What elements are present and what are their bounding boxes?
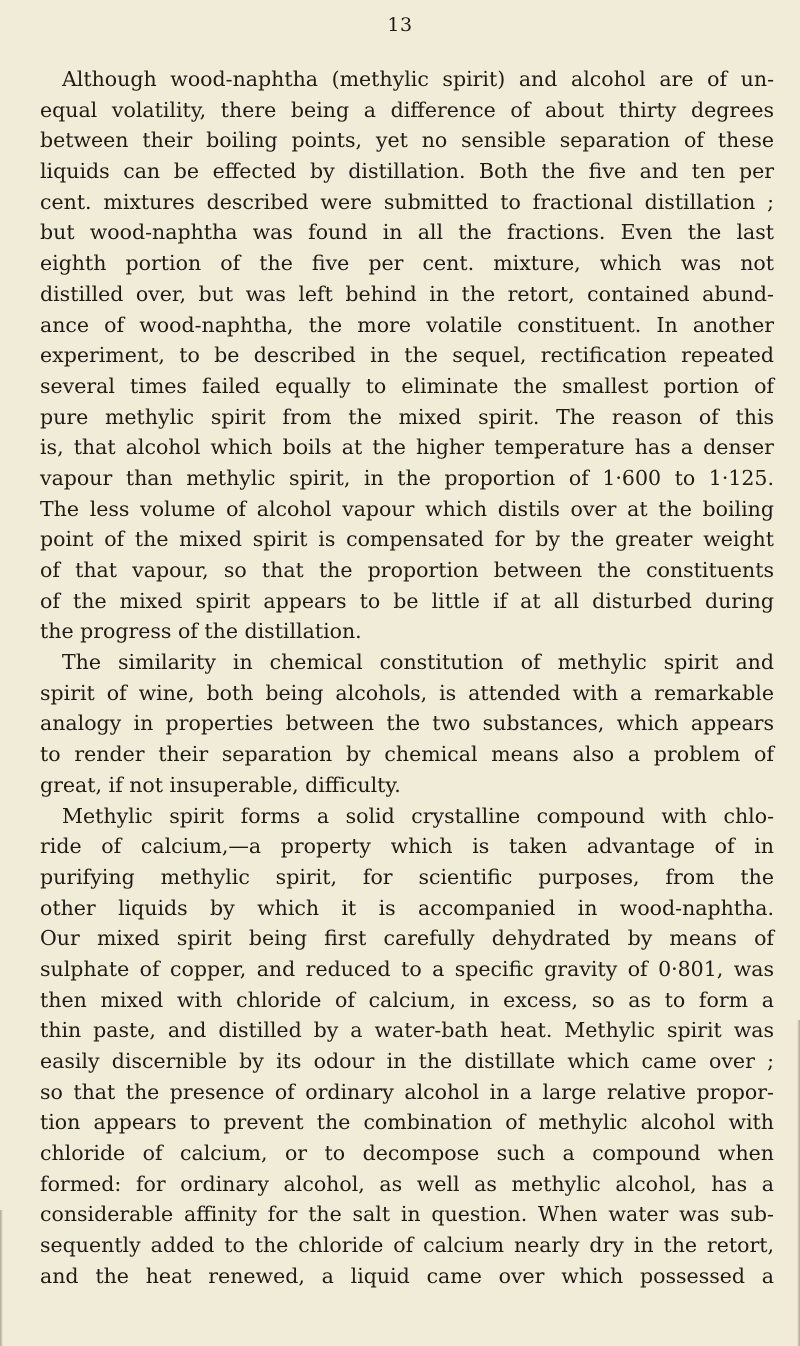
text-line: great, if not insuperable, difficulty. <box>40 772 401 797</box>
text-line: Methylic spirit forms a solid crystalline compound with chlo- <box>62 803 774 828</box>
text-line: The less volume of alcohol vapour which distils over at the boiling <box>40 496 774 521</box>
text-line: pure methylic spirit from the mixed spirit. The reason of this <box>40 404 774 429</box>
text-line: purifying methylic spirit, for scientific purposes, from the <box>40 864 774 889</box>
text-line: so that the presence of ordinary alcohol in a large relative propor- <box>40 1079 774 1104</box>
page-number: 13 <box>387 14 413 36</box>
text-line: sulphate of copper, and reduced to a specific gravity of 0·801, was <box>40 956 774 981</box>
text-line: ance of wood-naphtha, the more volatile constituent. In another <box>40 312 774 337</box>
text-line: chloride of calcium, or to decompose such a compound when <box>40 1141 774 1166</box>
text-line: point of the mixed spirit is compensated for by the greater weight <box>40 527 774 552</box>
text-line: experiment, to be described in the sequel, rectification repeated <box>40 343 774 368</box>
text-line: sequently added to the chloride of calcium nearly dry in the retort, <box>40 1233 774 1258</box>
text-line: the progress of the distillation. <box>40 619 362 644</box>
page-edge-shadow-left <box>0 1210 3 1346</box>
body-text <box>40 64 774 1292</box>
text-line: and the heat renewed, a liquid came over which possessed a <box>40 1263 774 1288</box>
text-line: of that vapour, so that the proportion between the constituents <box>40 558 774 582</box>
text-line: considerable affinity for the salt in question. When water was sub- <box>40 1202 774 1227</box>
text-line: but wood-naphtha was found in all the fractions. Even the last <box>40 220 774 245</box>
text-line: The similarity in chemical constitution of methylic spirit and <box>62 650 774 675</box>
text-line: then mixed with chloride of calcium, in excess, so as to form a <box>40 987 774 1012</box>
text-line: eighth portion of the five per cent. mixture, which was not <box>40 251 774 276</box>
text-line: is, that alcohol which boils at the higher temperature has a denser <box>40 435 774 460</box>
text-line: thin paste, and distilled by a water-bath heat. Methylic spirit was <box>40 1018 774 1043</box>
text-line: other liquids by which it is accompanied in wood-naphtha. <box>40 895 774 920</box>
text-line: of the mixed spirit appears to be little if at all disturbed during <box>40 588 774 613</box>
text-line: Although wood-naphtha (methylic spirit) and alcohol are of un- <box>62 67 774 91</box>
text-line: to render their separation by chemical means also a problem of <box>40 742 774 767</box>
text-line: between their boiling points, yet no sensible separation of these <box>40 128 774 153</box>
text-line: equal volatility, there being a difference of about thirty degrees <box>40 97 774 122</box>
text-line: spirit of wine, both being alcohols, is attended with a remarkable <box>40 680 774 705</box>
text-line: cent. mixtures described were submitted to fractional distillation ; <box>40 189 774 214</box>
text-line: easily discernible by its odour in the distillate which came over ; <box>40 1049 774 1073</box>
text-line: tion appears to prevent the combination of methylic alcohol with <box>40 1110 774 1135</box>
text-line: distilled over, but was left behind in the retort, contained abund- <box>40 281 774 306</box>
text-line: ride of calcium,—a property which is taken advantage of in <box>40 834 774 859</box>
text-line: formed: for ordinary alcohol, as well as methylic alcohol, has a <box>40 1171 774 1196</box>
text-line: Our mixed spirit being first carefully dehydrated by means of <box>40 926 774 951</box>
text-line: vapour than methylic spirit, in the proportion of 1·600 to 1·125. <box>40 465 774 490</box>
text-line: several times failed equally to eliminate the smallest portion of <box>40 373 774 398</box>
text-line: liquids can be effected by distillation. Both the five and ten per <box>40 159 774 184</box>
text-line: analogy in properties between the two substances, which appears <box>40 711 774 736</box>
